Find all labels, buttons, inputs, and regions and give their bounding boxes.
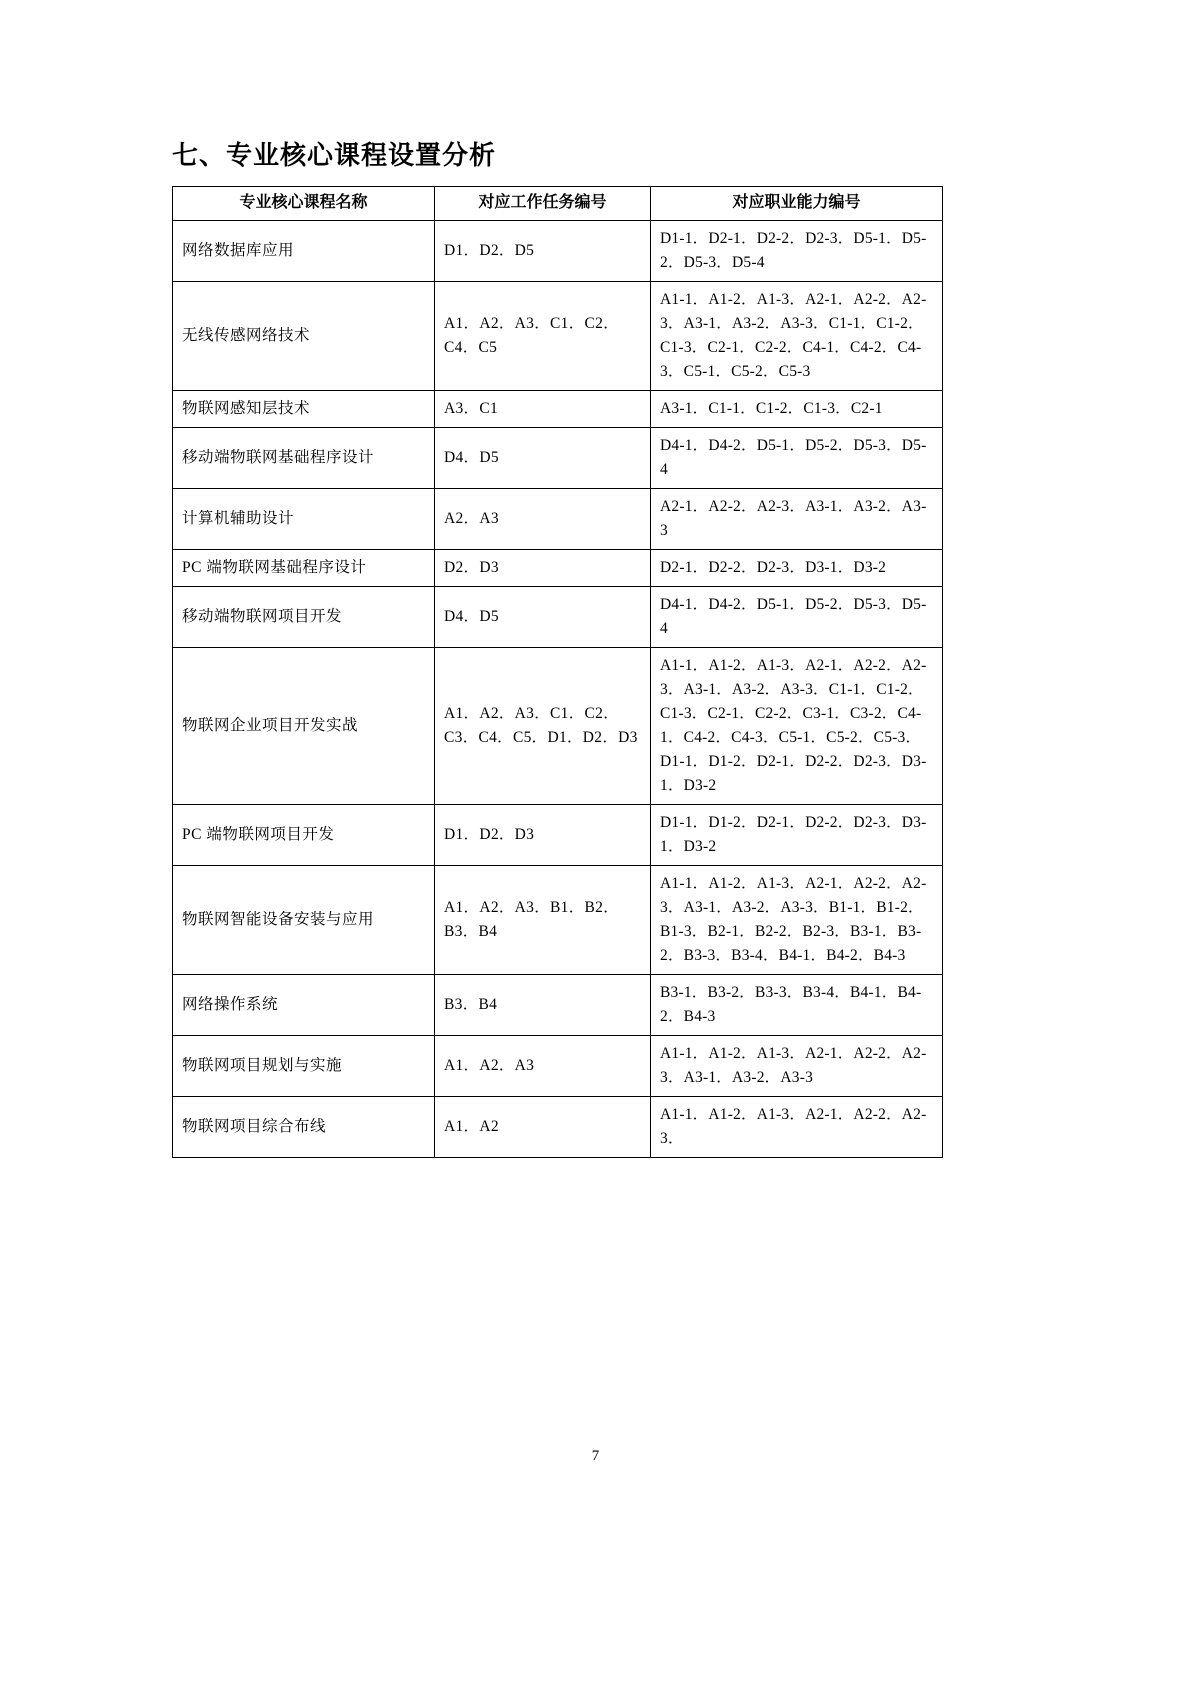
page-title: 七、专业核心课程设置分析	[172, 141, 497, 171]
cell-ability-code: D2-1．D2-2．D2-3．D3-1．D3-2	[651, 549, 943, 586]
cell-course-name: 物联网感知层技术	[173, 390, 435, 427]
cell-task-code: A1．A2	[435, 1097, 651, 1158]
table-row	[173, 1036, 943, 1097]
cell-course-name: 移动端物联网项目开发	[173, 586, 435, 647]
table-row	[173, 1097, 943, 1158]
table-row	[173, 390, 943, 427]
cell-task-code: A2．A3	[435, 488, 651, 549]
core-course-table	[172, 186, 943, 1158]
cell-course-name: 网络操作系统	[173, 975, 435, 1036]
cell-ability-code: B3-1．B3-2．B3-3．B3-4．B4-1．B4-2．B4-3	[651, 975, 943, 1036]
cell-course-name: PC 端物联网基础程序设计	[173, 549, 435, 586]
cell-task-code: D2．D3	[435, 549, 651, 586]
table-row	[173, 488, 943, 549]
table-header-row	[173, 186, 943, 220]
cell-ability-code: D4-1．D4-2．D5-1．D5-2．D5-3．D5-4	[651, 427, 943, 488]
table-row	[173, 549, 943, 586]
cell-ability-code: D1-1．D2-1．D2-2．D2-3．D5-1．D5-2．D5-3．D5-4	[651, 220, 943, 281]
cell-course-name: 网络数据库应用	[173, 220, 435, 281]
table-row	[173, 427, 943, 488]
table-row	[173, 281, 943, 390]
table-row	[173, 865, 943, 974]
table-row	[173, 975, 943, 1036]
column-header-task-code: 对应工作任务编号	[435, 186, 651, 220]
cell-course-name: 计算机辅助设计	[173, 488, 435, 549]
cell-task-code: D1．D2．D3	[435, 804, 651, 865]
cell-task-code: A1．A2．A3．C1．C2．C3．C4．C5．D1．D2．D3	[435, 647, 651, 804]
cell-ability-code: A1-1．A1-2．A1-3．A2-1．A2-2．A2-3．A3-1．A3-2．A3-3．C1-1．C1-2．C1-3．C2-1．C2-2．C3-1．C3-2．C4-1．C4-2．C4-3．C5-1．C5-2．C5-3．D1-1．D1-2．D2-1．D2-2．D2-3．D3-1．D3-2	[651, 647, 943, 804]
table-row	[173, 804, 943, 865]
cell-task-code: A1．A2．A3．B1．B2．B3．B4	[435, 865, 651, 974]
cell-course-name: 无线传感网络技术	[173, 281, 435, 390]
cell-task-code: A1．A2．A3．C1．C2．C4．C5	[435, 281, 651, 390]
cell-ability-code: D1-1．D1-2．D2-1．D2-2．D2-3．D3-1．D3-2	[651, 804, 943, 865]
table-row	[173, 586, 943, 647]
cell-ability-code: A1-1．A1-2．A1-3．A2-1．A2-2．A2-3．A3-1．A3-2．A3-3．C1-1．C1-2．C1-3．C2-1．C2-2．C4-1．C4-2．C4-3．C5-1．C5-2．C5-3	[651, 281, 943, 390]
cell-task-code: D4．D5	[435, 427, 651, 488]
cell-course-name: 物联网智能设备安装与应用	[173, 865, 435, 974]
cell-ability-code: A3-1．C1-1．C1-2．C1-3．C2-1	[651, 390, 943, 427]
column-header-course-name: 专业核心课程名称	[173, 186, 435, 220]
cell-ability-code: A1-1．A1-2．A1-3．A2-1．A2-2．A2-3．A3-1．A3-2．A3-3．B1-1．B1-2．B1-3．B2-1．B2-2．B2-3．B3-1．B3-2．B3-3．B3-4．B4-1．B4-2．B4-3	[651, 865, 943, 974]
cell-course-name: 物联网企业项目开发实战	[173, 647, 435, 804]
table-row	[173, 220, 943, 281]
cell-task-code: B3．B4	[435, 975, 651, 1036]
cell-ability-code: D4-1．D4-2．D5-1．D5-2．D5-3．D5-4	[651, 586, 943, 647]
cell-ability-code: A2-1．A2-2．A2-3．A3-1．A3-2．A3-3	[651, 488, 943, 549]
cell-course-name: 移动端物联网基础程序设计	[173, 427, 435, 488]
cell-course-name: PC 端物联网项目开发	[173, 804, 435, 865]
cell-task-code: D1．D2．D5	[435, 220, 651, 281]
cell-ability-code: A1-1．A1-2．A1-3．A2-1．A2-2．A2-3．A3-1．A3-2．A3-3	[651, 1036, 943, 1097]
column-header-ability-code: 对应职业能力编号	[651, 186, 943, 220]
cell-course-name: 物联网项目综合布线	[173, 1097, 435, 1158]
cell-task-code: D4．D5	[435, 586, 651, 647]
table-body	[173, 220, 943, 1158]
cell-course-name: 物联网项目规划与实施	[173, 1036, 435, 1097]
cell-ability-code: A1-1．A1-2．A1-3．A2-1．A2-2．A2-3．	[651, 1097, 943, 1158]
cell-task-code: A1．A2．A3	[435, 1036, 651, 1097]
table-row	[173, 647, 943, 804]
page-footer-number: 7	[591, 1448, 600, 1464]
cell-task-code: A3．C1	[435, 390, 651, 427]
